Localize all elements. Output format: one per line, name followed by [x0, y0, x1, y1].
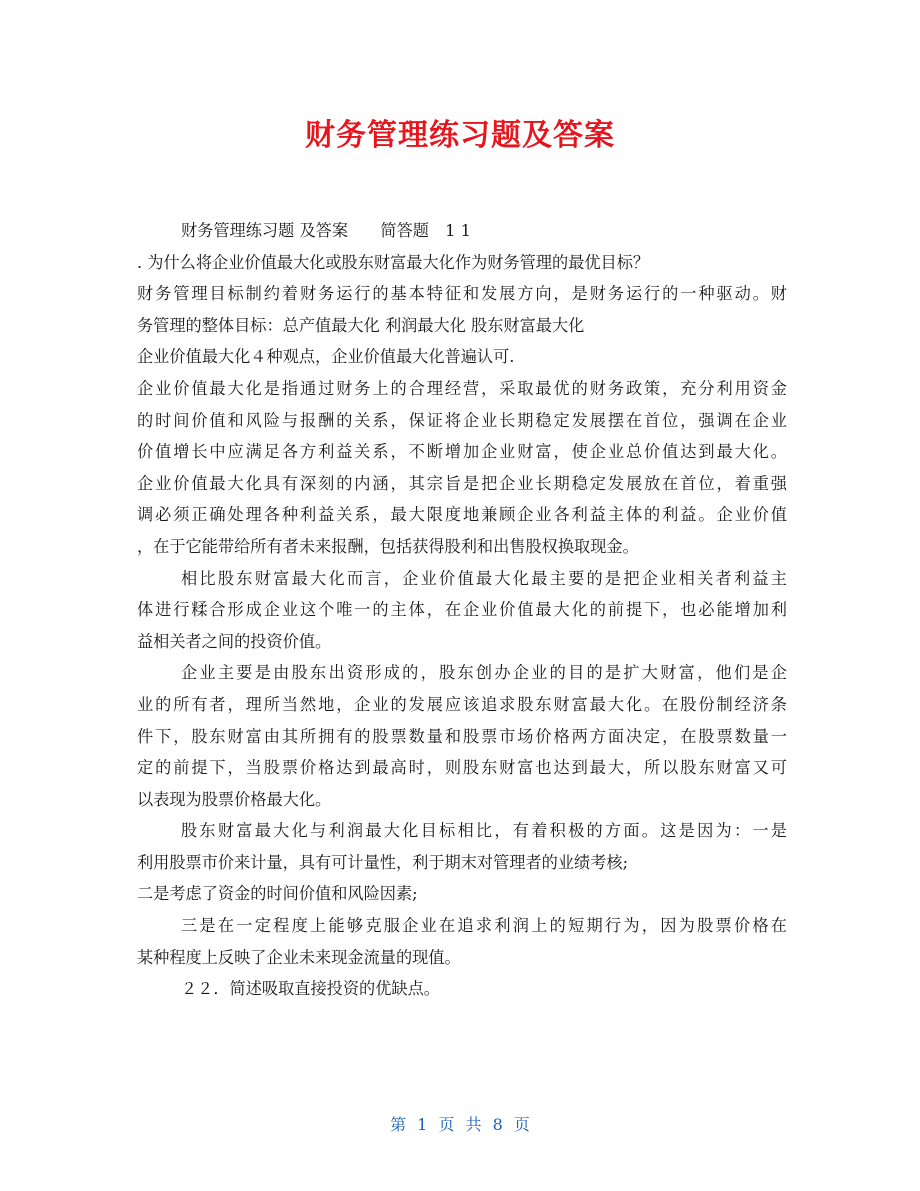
text-line: 业的所有者，理所当然地，企业的发展应该追求股东财富最大化。在股份制经济条 [137, 694, 787, 714]
text-line: 价值增长中应满足各方利益关系，不断增加企业财富，使企业总价值达到最大化。 [137, 442, 787, 462]
text-line: 益相关者之间的投资价值。 [137, 631, 332, 651]
text-line: 企业价值最大化是指通过财务上的合理经营，采取最优的财务政策，充分利用资金 [137, 378, 787, 398]
text-line: 股东财富最大化与利润最大化目标相比，有着积极的方面。这是因为：一是 [181, 821, 787, 841]
text-line: . 为什么将企业价值最大化或股东财富最大化作为财务管理的最优目标？ [137, 252, 650, 272]
text-line: 定的前提下，当股票价格达到最高时，则股东财富也达到最大，所以股东财富又可 [137, 758, 787, 778]
text-line: 三是在一定程度上能够克服企业在追求利润上的短期行为，因为股票价格在 [181, 916, 787, 936]
text-line: ，在于它能带给所有者未来报酬，包括获得股利和出售股权换取现金。 [137, 536, 639, 556]
text-line: 调必须正确处理各种利益关系，最大限度地兼顾企业各利益主体的利益。企业价值 [137, 505, 787, 525]
text-line: 务管理的整体目标：总产值最大化 利润最大化 股东财富最大化 [137, 315, 585, 335]
text-line: 以表现为股票价格最大化。 [137, 789, 332, 809]
text-line: 某种程度上反映了企业未来现金流量的现值。 [137, 947, 461, 967]
text-line: 相比股东财富最大化而言，企业价值最大化最主要的是把企业相关者利益主 [181, 568, 787, 588]
text-line: 财务管理目标制约着财务运行的基本特征和发展方向，是财务运行的一种驱动。财 [137, 284, 787, 304]
text-line: 体进行糅合形成企业这个唯一的主体，在企业价值最大化的前提下，也必能增加利 [137, 600, 787, 620]
text-line: 财务管理练习题 及答案 简答题 1 1 [181, 221, 471, 240]
text-line: 企业主要是由股东出资形成的，股东创办企业的目的是扩大财富，他们是企 [181, 663, 787, 683]
text-line: 企业价值最大化具有深刻的内涵，其宗旨是把企业长期稳定发展放在首位，着重强 [137, 473, 787, 493]
text-line: 的时间价值和风险与报酬的关系，保证将企业长期稳定发展摆在首位，强调在企业 [137, 410, 787, 430]
document-body [137, 215, 787, 1005]
text-line: ２２．简述吸取直接投资的优缺点。 [181, 979, 440, 999]
text-line: 利用股票市价来计量，具有可计量性，利于期末对管理者的业绩考核; [137, 852, 629, 872]
text-line: 件下，股东财富由其所拥有的股票数量和股票市场价格两方面决定，在股票数量一 [137, 726, 787, 746]
document-title: 财务管理练习题及答案 [305, 118, 615, 153]
page-footer: 第 1 页 共 8 页 [390, 1115, 530, 1134]
text-line: 二是考虑了资金的时间价值和风险因素; [137, 884, 418, 904]
text-line: 企业价值最大化４种观点，企业价值最大化普遍认可. [137, 347, 515, 367]
